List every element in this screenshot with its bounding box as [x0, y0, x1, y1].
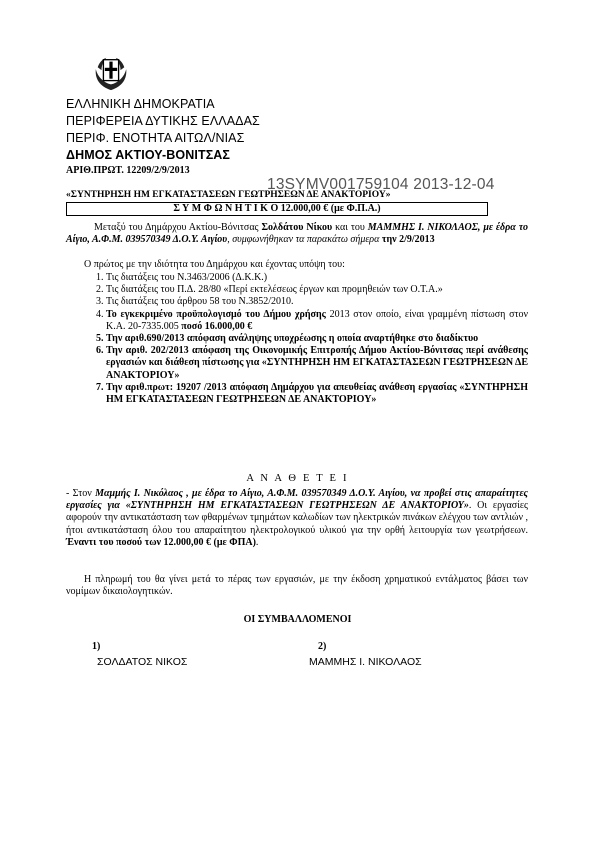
- list-item: 1. Τις διατάξεις του Ν.3463/2006 (Δ.Κ.Κ.): [106, 272, 528, 284]
- assign-text: . Οι εργασίες αφορούν την αντικατάσταση των φθαρμένων τμημάτων καλωδίων των ηλεκτρικών πινάκων ελέγχου των αντλιών , ήτοι αντικατάσταση όλου του απαραίτητου ηλεκτρολογικού υλικού για την ορθή λειτουργία των γεωτρήσεων.: [66, 500, 528, 536]
- ada-stamp: 13SYMV001759104 2013-12-04: [267, 176, 495, 193]
- list-item: 5. Την αριθ.690/2013 απόφαση ανάληψης υποχρέωσης η οποία αναρτήθηκε στο διαδίκτυο: [106, 333, 528, 345]
- list-item-text: 2013 στον οποίο, είναι γραμμένη πίστωση στον: [329, 308, 528, 320]
- assigns-heading: Α Ν Α Θ Ε Τ Ε Ι: [246, 473, 349, 484]
- considerations-list: [66, 272, 528, 406]
- header-municipality: ΔΗΜΟΣ ΑΚΤΙΟΥ-ΒΟΝΙΤΣΑΣ: [66, 148, 231, 162]
- considerations-lead: Ο πρώτος με την ιδιότητα του Δημάρχου και έχοντας υπόψη του:: [84, 259, 345, 270]
- list-item-bold: Το εγκεκριμένο προϋπολογισμό του Δήμου χρήσης: [106, 308, 326, 320]
- header-regional-unit: ΠΕΡΙΦ. ΕΝΟΤΗΤΑ ΑΙΤΩΛ/ΝΙΑΣ: [66, 131, 245, 145]
- header-region: ΠΕΡΙΦΕΡΕΙΑ ΔΥΤΙΚΗΣ ΕΛΛΑΔΑΣ: [66, 114, 260, 128]
- intro-date: την 2/9/2013: [381, 234, 435, 246]
- signatory-name-2: ΜΑΜΜΗΣ Ι. ΝΙΚΟΛΑΟΣ: [309, 656, 422, 668]
- assignment-paragraph: [66, 488, 528, 549]
- signatory-number-2: 2): [318, 641, 327, 652]
- intro-text: , συμφωνήθηκαν τα παρακάτω σήμερα: [227, 234, 382, 246]
- intro-text: και του: [332, 222, 368, 233]
- list-item-text: Κ.Α. 20-7335.005: [106, 320, 179, 332]
- intro-paragraph: [66, 222, 528, 246]
- list-item: 6. Την αριθ. 202/2013 απόφαση της Οικονομικής Επιτροπής Δήμου Ακτίου-Βόνιτσας περί ανάθεσης εργασιών και διάθεση πίστωσης για «ΣΥΝΤΗΡΗΣΗ ΗΜ ΕΓΚΑΤΑΣΤΑΣΕΩΝ ΓΕΩΤΡΗΣΕΩΝ ΔΕ ΑΝΑΚΤΟΡΙΟΥ»: [106, 345, 528, 382]
- assign-amount: Έναντι του ποσού των 12.000,00 € (με ΦΠΑ): [66, 536, 256, 548]
- list-item-bold: ποσό 16.000,00 €: [181, 320, 253, 332]
- list-item: 3. Τις διατάξεις του άρθρου 58 του Ν.3852/2010.: [106, 296, 528, 308]
- hellenic-emblem-icon: [92, 54, 130, 92]
- signatory-number-1: 1): [92, 641, 101, 652]
- contract-title: Σ Υ Μ Φ Ω Ν Η Τ Ι Κ Ο 12.000,00 € (με Φ.Π.Α.): [66, 202, 488, 216]
- assign-contractor: Μαμμής Ι. Νικόλαος , με έδρα το Αίγιο, Α.Φ.Μ. 039570349 Δ.Ο.Υ. Αιγίου, να προβεί στις απαραίτητες εργασίες για «ΣΥΝΤΗΡΗΣΗ ΗΜ ΕΓΚΑΤΑΣΤΑΣΕΩΝ ΓΕΩΤΡΗΣΕΩΝ ΔΕ ΑΝΑΚΤΟΡΙΟΥ»: [66, 488, 529, 512]
- list-item: 2. Τις διατάξεις του Π.Δ. 28/80 «Περί εκτελέσεως έργων και προμηθειών των Ο.Τ.Α.»: [106, 284, 528, 296]
- assign-text: .: [255, 536, 259, 548]
- contractor-details: ΜΑΜΜΗΣ Ι. ΝΙΚΟΛΑΟΣ, με έδρα το Αίγιο, Α.Φ.Μ. 039570349 Δ.Ο.Υ. Αιγίου: [66, 222, 529, 246]
- protocol-number: ΑΡΙΘ.ΠΡΩΤ. 12209/2/9/2013: [66, 165, 190, 176]
- payment-paragraph: Η πληρωμή του θα γίνει μετά το πέρας των εργασιών, με την έκδοση χρηματικού εντάλματος βάσει των νομίμων δικαιολογητικών.: [66, 574, 528, 598]
- signatories-heading: ΟΙ ΣΥΜΒΑΛΛΟΜΕΝΟΙ: [243, 614, 352, 625]
- subject-line: «ΣΥΝΤΗΡΗΣΗ ΗΜ ΕΓΚΑΤΑΣΤΑΣΕΩΝ ΓΕΩΤΡΗΣΕΩΝ ΔΕ ΑΝΑΚΤΟΡΙΟΥ»: [66, 190, 391, 200]
- assign-text: - Στον: [66, 488, 96, 499]
- mayor-name: Σολδάτου Νίκου: [261, 222, 333, 233]
- list-item: [106, 309, 528, 333]
- intro-text: Μεταξύ του Δημάρχου Ακτίου-Βόνιτσας: [94, 222, 262, 233]
- signatory-name-1: ΣΟΛΔΑΤΟΣ ΝΙΚΟΣ: [97, 656, 188, 668]
- list-item: 7. Την αριθ.πρωτ: 19207 /2013 απόφαση Δημάρχου για απευθείας ανάθεση εργασίας «ΣΥΝΤΗΡΗΣΗ ΗΜ ΕΓΚΑΤΑΣΤΑΣΕΩΝ ΓΕΩΤΡΗΣΕΩΝ ΔΕ ΑΝΑΚΤΟΡΙΟΥ»: [106, 382, 528, 406]
- header-republic: ΕΛΛΗΝΙΚΗ ΔΗΜΟΚΡΑΤΙΑ: [66, 97, 215, 111]
